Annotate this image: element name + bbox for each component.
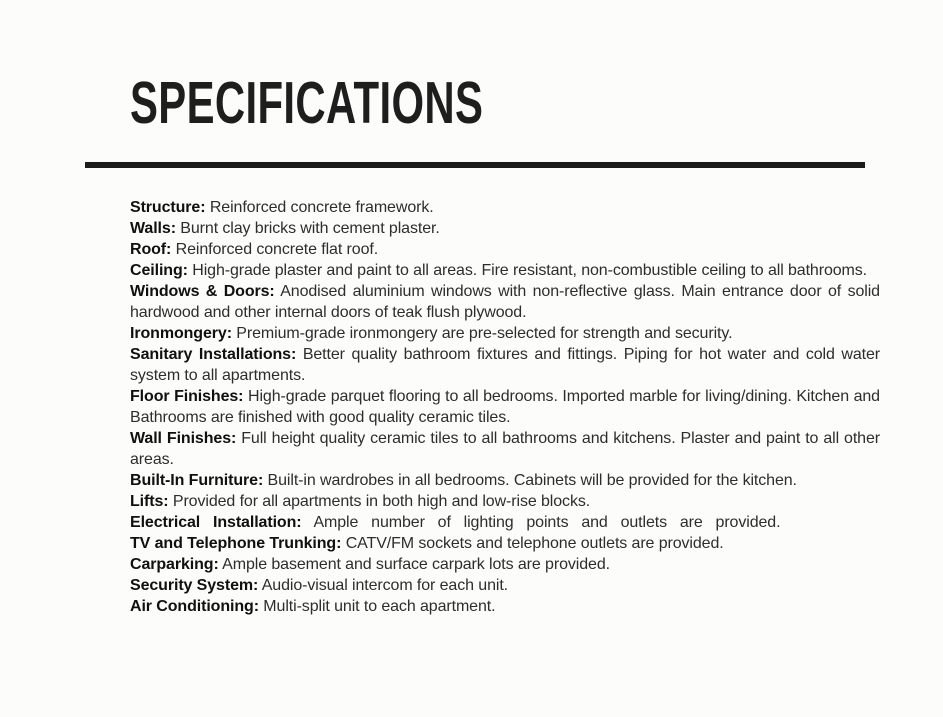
- spec-label: Walls:: [130, 220, 176, 237]
- spec-text: High-grade parquet flooring to all bedrooms. Imported marble for living/dining. Kitchen and Bathrooms are finished with good quality ceramic tiles.: [130, 388, 880, 426]
- spec-label: Air Conditioning:: [130, 598, 259, 615]
- spec-item: [130, 218, 880, 239]
- spec-text: Ample number of lighting points and outlets are provided.: [313, 514, 781, 531]
- spec-text: Premium-grade ironmongery are pre-selected for strength and security.: [236, 325, 733, 342]
- spec-text: Full height quality ceramic tiles to all bathrooms and kitchens. Plaster and paint to all other areas.: [130, 430, 880, 468]
- spec-text: Better quality bathroom fixtures and fittings. Piping for hot water and cold water system to all apartments.: [130, 346, 880, 384]
- spec-label: Structure:: [130, 199, 206, 216]
- spec-text: Multi-split unit to each apartment.: [263, 598, 496, 615]
- spec-item: [130, 344, 880, 386]
- spec-item: [130, 239, 880, 260]
- spec-text: Burnt clay bricks with cement plaster.: [180, 220, 440, 237]
- spec-item: [130, 428, 880, 470]
- spec-item: [130, 323, 880, 344]
- spec-label: TV and Telephone Trunking:: [130, 535, 342, 552]
- spec-label: Floor Finishes:: [130, 388, 244, 405]
- spec-label: Security System:: [130, 577, 259, 594]
- spec-item: [130, 260, 880, 281]
- spec-item: [130, 533, 880, 554]
- spec-item: [130, 512, 880, 533]
- spec-text: Ample basement and surface carpark lots are provided.: [222, 556, 610, 573]
- spec-item: [130, 470, 880, 491]
- spec-text: Reinforced concrete flat roof.: [175, 241, 379, 258]
- spec-text: Built-in wardrobes in all bedrooms. Cabinets will be provided for the kitchen.: [267, 472, 797, 489]
- spec-label: Windows & Doors:: [130, 283, 275, 300]
- spec-label: Lifts:: [130, 493, 169, 510]
- spec-label: Roof:: [130, 241, 172, 258]
- spec-label: Ironmongery:: [130, 325, 232, 342]
- spec-label: Carparking:: [130, 556, 219, 573]
- spec-text: Anodised aluminium windows with non-reflective glass. Main entrance door of solid hardwood and other internal doors of teak flush plywood.: [130, 283, 880, 321]
- spec-item: [130, 386, 880, 428]
- spec-text: Audio-visual intercom for each unit.: [261, 577, 509, 594]
- spec-label: Built-In Furniture:: [130, 472, 264, 489]
- spec-label: Electrical Installation:: [130, 514, 302, 531]
- spec-item: [130, 491, 880, 512]
- spec-label: Sanitary Installations:: [130, 346, 297, 363]
- spec-text: CATV/FM sockets and telephone outlets are provided.: [345, 535, 724, 552]
- spec-item: [130, 575, 880, 596]
- spec-item: [130, 197, 880, 218]
- spec-text: Provided for all apartments in both high and low-rise blocks.: [172, 493, 591, 510]
- title-rule: [85, 162, 865, 168]
- spec-item: [130, 554, 880, 575]
- spec-label: Ceiling:: [130, 262, 188, 279]
- spec-item: [130, 281, 880, 323]
- page-title: SPECIFICATIONS: [130, 70, 484, 136]
- spec-label: Wall Finishes:: [130, 430, 237, 447]
- spec-text: High-grade plaster and paint to all areas. Fire resistant, non-combustible ceiling to all bathrooms.: [192, 262, 868, 279]
- spec-text: Reinforced concrete framework.: [209, 199, 434, 216]
- spec-item: [130, 596, 880, 617]
- spec-list: [130, 197, 880, 617]
